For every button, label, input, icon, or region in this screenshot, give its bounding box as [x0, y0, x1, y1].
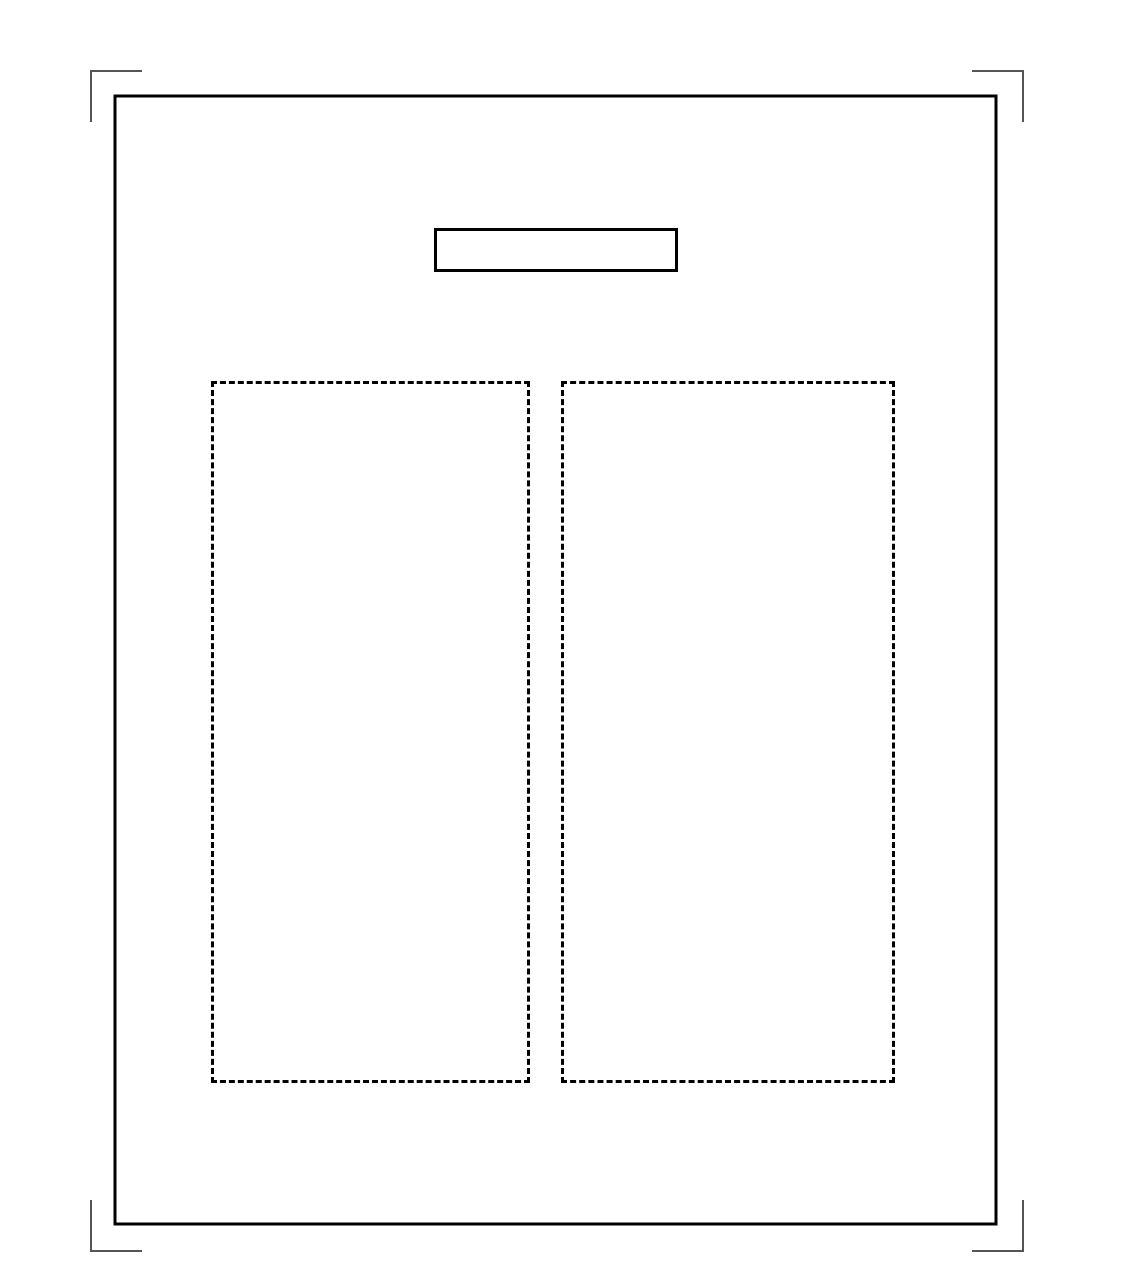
line-width-panel [211, 381, 530, 1083]
page-title [434, 228, 678, 272]
dot-panel [561, 381, 895, 1083]
